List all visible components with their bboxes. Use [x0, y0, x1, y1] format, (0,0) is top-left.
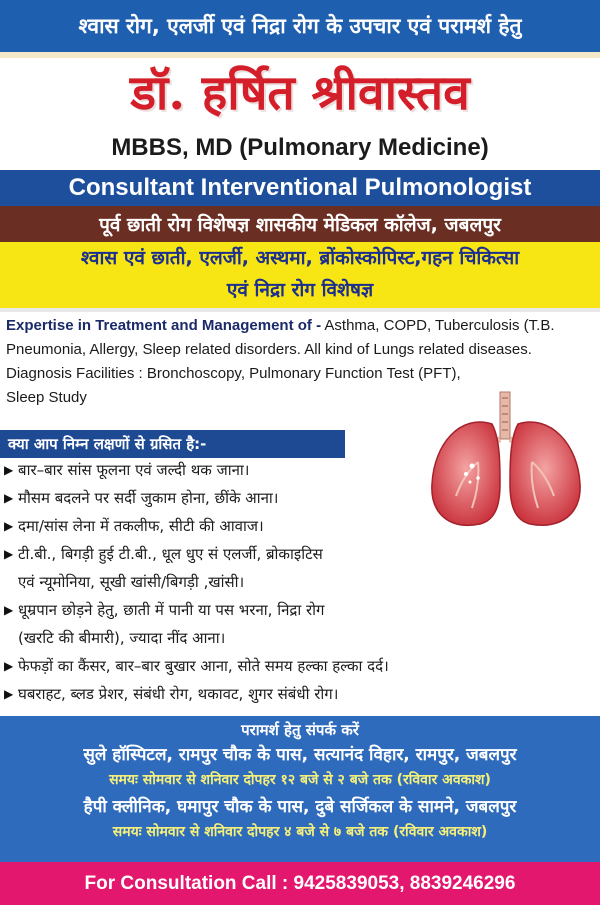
symptom-text: फेफड़ों का कैंसर, बार–बार बुखार आना, सोते समय हल्का हल्का दर्द। [18, 657, 389, 675]
symptom-text-block [18, 596, 325, 652]
triangle-bullet-icon: ▶ [4, 463, 14, 477]
doctor-degree: MBBS, MD (Pulmonary Medicine) [111, 134, 489, 161]
expertise-line-4: Sleep Study [6, 389, 87, 406]
symptom-text: मौसम बदलने पर सर्दी जुकाम होना, छींके आना। [18, 489, 279, 507]
banner-text: श्वास रोग, एलर्जी एवं निद्रा रोग के उपचार एवं परामर्श हेतु [78, 14, 522, 38]
top-banner [0, 0, 600, 52]
list-item [4, 512, 596, 540]
expertise-line-3: Diagnosis Facilities : Bronchoscopy, Pulmonary Function Test (PFT), [6, 365, 461, 382]
contact-title: परामर्श हेतु संपर्क करें [241, 721, 359, 739]
symptoms-heading: क्या आप निम्न लक्षणों से ग्रसित है:- [0, 430, 345, 458]
triangle-bullet-icon: ▶ [4, 491, 14, 505]
designation-bar [0, 170, 600, 206]
doctor-name: डॉ. हर्षित श्रीवास्तव [130, 65, 470, 121]
list-item [4, 652, 596, 680]
clinic-timing-1: समयः सोमवार से शनिवार दोपहर १२ बजे से २ बजे तक (रविवार अवकाश) [109, 772, 491, 788]
list-item [4, 540, 596, 596]
symptom-text: दमा/सांस लेना में तकलीफ, सीटी की आवाज। [18, 517, 264, 535]
expertise-line-1 [6, 314, 594, 338]
former-post-bar [0, 206, 600, 242]
symptom-text-block [18, 540, 323, 596]
list-item [4, 680, 596, 708]
expertise-line-2: Pneumonia, Allergy, Sleep related disorders. All kind of Lungs related diseases. [6, 341, 532, 358]
triangle-bullet-icon: ▶ [4, 603, 14, 617]
specialist-box [0, 242, 600, 308]
designation-text: Consultant Interventional Pulmonologist [68, 174, 532, 201]
clinic-address-1: सुले हॉस्पिटल, रामपुर चौक के पास, सत्यानंद विहार, रामपुर, जबलपुर [83, 745, 517, 765]
list-item [4, 484, 596, 512]
symptom-text: बार–बार सांस फूलना एवं जल्दी थक जाना। [18, 461, 250, 479]
symptom-text-continued: एवं न्यूमोनिया, सूखी खांसी/बिगड़ी ,खांसी। [18, 573, 245, 591]
former-post-text: पूर्व छाती रोग विशेषज्ञ शासकीय मेडिकल कॉलेज, जबलपुर [99, 214, 501, 236]
clinic-timing-2: समयः सोमवार से शनिवार दोपहर ४ बजे से ७ बजे तक (रविवार अवकाश) [112, 824, 488, 840]
consultation-call-text: For Consultation Call : 9425839053, 8839246296 [84, 872, 516, 894]
contact-box [0, 716, 600, 862]
expertise-heading: Expertise in Treatment and Management of - [6, 317, 322, 334]
clinic-address-2: हैपी क्लीनिक, घमापुर चौक के पास, दुबे सर्जिकल के सामने, जबलपुर [83, 797, 517, 817]
section-divider [0, 308, 600, 312]
triangle-bullet-icon: ▶ [4, 687, 14, 701]
list-item [4, 596, 596, 652]
symptom-text: घबराहट, ब्लड प्रेशर, संबंधी रोग, थकावट, शुगर संबंधी रोग। [18, 685, 339, 703]
symptom-text: धूम्रपान छोड़ने हेतु, छाती में पानी या पस भरना, निद्रा रोग [18, 601, 325, 619]
specialist-line-1: श्वास एवं छाती, एलर्जी, अस्थमा, ब्रोंकोस्कोपिस्ट,गहन चिकित्सा [80, 247, 520, 269]
triangle-bullet-icon: ▶ [4, 547, 14, 561]
specialist-line-2: एवं निद्रा रोग विशेषज्ञ [226, 279, 374, 301]
symptom-text-continued: (खरटि की बीमारी), ज्यादा नींद आना। [18, 629, 226, 647]
expertise-line-1-rest: Asthma, COPD, Tuberculosis (T.B. [321, 317, 555, 334]
symptoms-list [4, 456, 596, 708]
consultation-call-bar [0, 862, 600, 905]
list-item [4, 456, 596, 484]
triangle-bullet-icon: ▶ [4, 659, 14, 673]
symptom-text: टी.बी., बिगड़ी हुई टी.बी., धूल धुए सं एलर्जी, ब्रोकाइटिस [18, 545, 323, 563]
triangle-bullet-icon: ▶ [4, 519, 14, 533]
